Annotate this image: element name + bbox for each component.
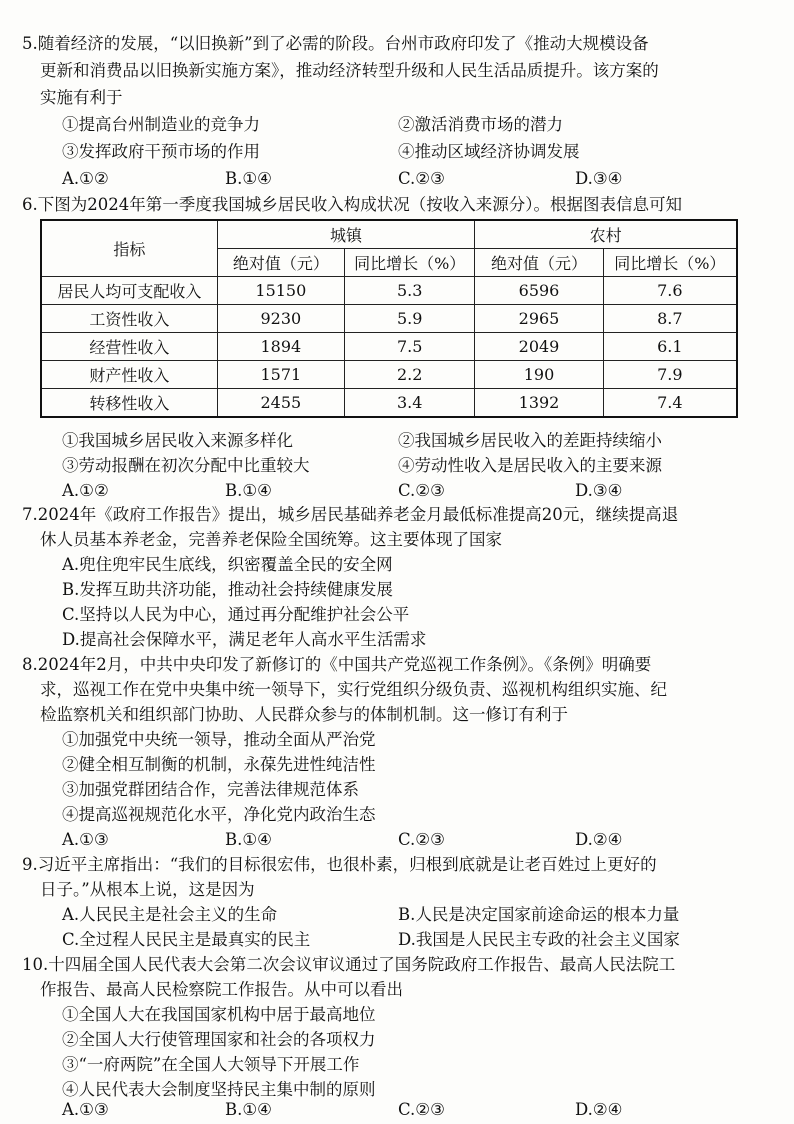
cell: 7.5: [345, 333, 475, 361]
q7-option-c: C.坚持以人民为中心，通过再分配维护社会公平: [62, 605, 410, 624]
cell: 3.4: [345, 389, 475, 418]
q7-stem-line-2: 休人员基本养老金，完善养老保险全国统筹。这主要体现了国家: [40, 530, 502, 549]
q10-choice-b: B.①④: [225, 1100, 272, 1119]
q7-option-b: B.发挥互助共济功能，推动社会持续健康发展: [62, 580, 393, 599]
subheader-rural-abs: 绝对值（元）: [475, 249, 603, 277]
q5-stem-line-1: 5.随着经济的发展，“以旧换新”到了必需的阶段。台州市政府印发了《推动大规模设备: [22, 34, 649, 53]
q7-stem-line-1: 7.2024年《政府工作报告》提出，城乡居民基础养老金月最低标准提高20元，继续提高退: [22, 505, 679, 524]
cell: 5.9: [345, 305, 475, 333]
q10-item-1: ①全国人大在我国国家机构中居于最高地位: [62, 1005, 376, 1024]
q9-option-a: A.人民民主是社会主义的生命: [62, 905, 278, 924]
q10-choice-d: D.②④: [575, 1100, 623, 1119]
q5-stem-line-2: 更新和消费品以旧换新实施方案》，推动经济转型升级和人民生活品质提升。该方案的: [40, 61, 659, 80]
q6-item-1: ①我国城乡居民收入来源多样化: [62, 431, 293, 450]
cell: 7.6: [603, 277, 737, 305]
q6-item-4: ④劳动性收入是居民收入的主要来源: [398, 456, 662, 475]
q5-item-1: ①提高台州制造业的竞争力: [62, 115, 260, 134]
q6-choice-a: A.①②: [62, 481, 109, 500]
table-row: [41, 333, 737, 361]
table-row: [41, 389, 737, 418]
q10-stem-line-2: 作报告、最高人民检察院工作报告。从中可以看出: [40, 980, 403, 999]
header-rural: 农村: [475, 220, 737, 249]
q8-item-3: ③加强党群团结合作，完善法律规范体系: [62, 780, 359, 799]
q9-stem-line-1: 9.习近平主席指出：“我们的目标很宏伟，也很朴素，归根到底就是让老百姓过上更好的: [22, 855, 657, 874]
q10-choice-a: A.①③: [62, 1100, 109, 1119]
q10-item-2: ②全国人大行使管理国家和社会的各项权力: [62, 1030, 376, 1049]
q9-stem-line-2: 日子。”从根本上说，这是因为: [40, 880, 255, 899]
q9-option-c: C.全过程人民民主是最真实的民主: [62, 930, 311, 949]
cell: 1392: [475, 389, 603, 418]
cell: 2455: [217, 389, 344, 418]
cell: 8.7: [603, 305, 737, 333]
q6-choice-c: C.②③: [398, 481, 445, 500]
q5-stem-line-3: 实施有利于: [40, 88, 123, 107]
row-label: 工资性收入: [41, 305, 217, 333]
cell: 1571: [217, 361, 344, 389]
q7-option-a: A.兜住兜牢民生底线，织密覆盖全民的安全网: [62, 555, 393, 574]
q8-choice-d: D.②④: [575, 830, 623, 849]
q6-stem-line-1: 6.下图为2024年第一季度我国城乡居民收入构成状况（按收入来源分）。根据图表信息可知: [22, 195, 682, 214]
row-label: 财产性收入: [41, 361, 217, 389]
cell: 7.4: [603, 389, 737, 418]
row-label: 居民人均可支配收入: [41, 277, 217, 305]
q10-item-3: ③“一府两院”在全国人大领导下开展工作: [62, 1055, 360, 1074]
subheader-rural-growth: 同比增长（%）: [603, 249, 737, 277]
subheader-urban-abs: 绝对值（元）: [217, 249, 344, 277]
q8-stem-line-3: 检监察机关和组织部门协助、人民群众参与的体制机制。这一修订有利于: [40, 705, 568, 724]
q8-stem-line-2: 求，巡视工作在党中央集中统一领导下，实行党组织分级负责、巡视机构组织实施、纪: [40, 680, 667, 699]
q5-item-2: ②激活消费市场的潜力: [398, 115, 563, 134]
q8-choice-a: A.①③: [62, 830, 109, 849]
cell: 190: [475, 361, 603, 389]
q8-item-4: ④提高巡视规范化水平，净化党内政治生态: [62, 805, 376, 824]
header-urban: 城镇: [217, 220, 475, 249]
q8-choice-b: B.①④: [225, 830, 272, 849]
q5-item-4: ④推动区域经济协调发展: [398, 142, 580, 161]
cell: 6.1: [603, 333, 737, 361]
q6-choice-b: B.①④: [225, 481, 272, 500]
income-table: [40, 219, 738, 418]
q5-choice-c: C.②③: [398, 169, 445, 188]
cell: 2.2: [345, 361, 475, 389]
header-indicator: 指标: [41, 220, 217, 277]
table-row: [41, 277, 737, 305]
q10-choice-c: C.②③: [398, 1100, 445, 1119]
q5-choice-d: D.③④: [575, 169, 623, 188]
q6-choice-d: D.③④: [575, 481, 623, 500]
row-label: 经营性收入: [41, 333, 217, 361]
cell: 9230: [217, 305, 344, 333]
cell: 2049: [475, 333, 603, 361]
q5-choice-a: A.①②: [62, 169, 109, 188]
q5-choice-b: B.①④: [225, 169, 272, 188]
q8-item-2: ②健全相互制衡的机制，永葆先进性纯洁性: [62, 755, 376, 774]
cell: 1894: [217, 333, 344, 361]
q6-item-3: ③劳动报酬在初次分配中比重较大: [62, 456, 310, 475]
q8-choice-c: C.②③: [398, 830, 445, 849]
q8-stem-line-1: 8.2024年2月，中共中央印发了新修订的《中国共产党巡视工作条例》。《条例》明确要: [22, 655, 652, 674]
table-row: [41, 305, 737, 333]
row-label: 转移性收入: [41, 389, 217, 418]
cell: 2965: [475, 305, 603, 333]
q10-item-4: ④人民代表大会制度坚持民主集中制的原则: [62, 1080, 376, 1099]
q7-option-d: D.提高社会保障水平，满足老年人高水平生活需求: [62, 630, 427, 649]
cell: 5.3: [345, 277, 475, 305]
table-row: [41, 361, 737, 389]
cell: 15150: [217, 277, 344, 305]
q9-option-b: B.人民是决定国家前途命运的根本力量: [398, 905, 680, 924]
q9-option-d: D.我国是人民民主专政的社会主义国家: [398, 930, 680, 949]
q8-item-1: ①加强党中央统一领导，推动全面从严治党: [62, 730, 376, 749]
cell: 7.9: [603, 361, 737, 389]
subheader-urban-growth: 同比增长（%）: [345, 249, 475, 277]
q6-item-2: ②我国城乡居民收入的差距持续缩小: [398, 431, 662, 450]
q5-item-3: ③发挥政府干预市场的作用: [62, 142, 260, 161]
cell: 6596: [475, 277, 603, 305]
q10-stem-line-1: 10.十四届全国人民代表大会第二次会议审议通过了国务院政府工作报告、最高人民法院工: [22, 955, 676, 974]
